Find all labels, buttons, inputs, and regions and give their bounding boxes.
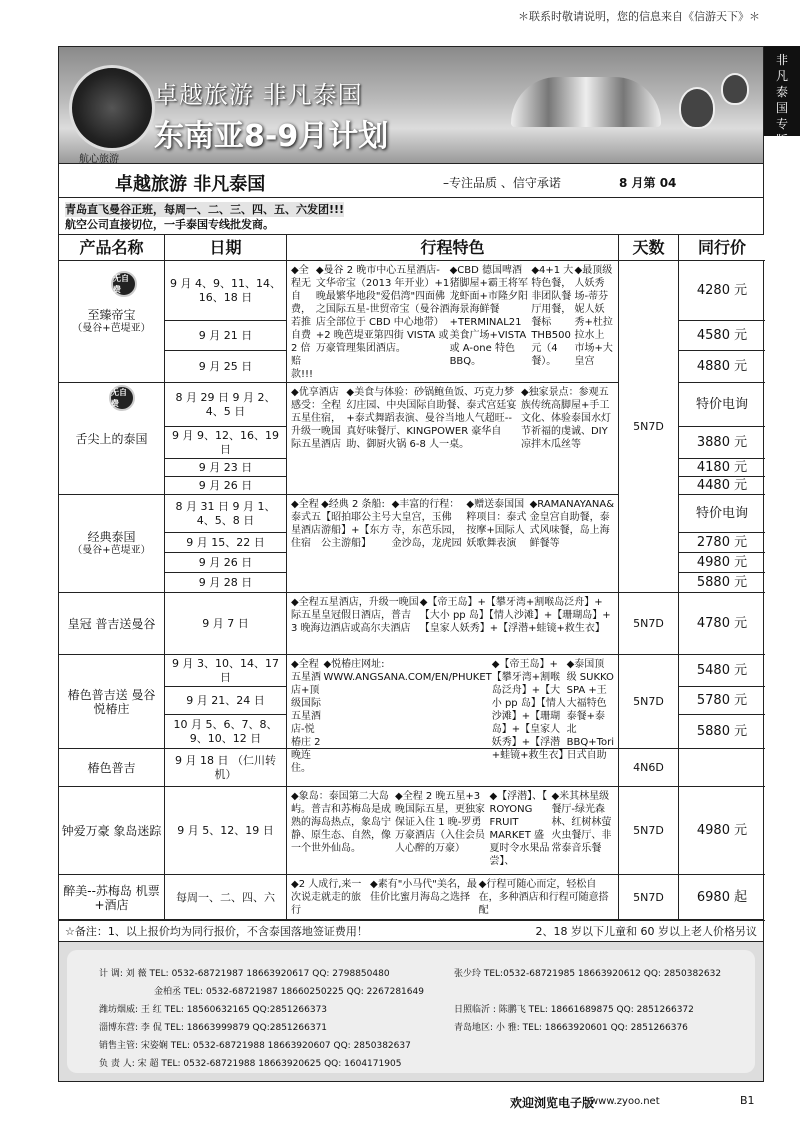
feature-line: ◆【浮潜】、【 ROYONG FRUIT MARKET 盛夏时令水果品尝】、 (489, 791, 550, 867)
product-name: 皇冠 普吉送曼谷 (67, 616, 156, 631)
feature-line: ◆全程 2 晚五星+3 晚国际五星，更独家保证入住 1 晚-罗勇万豪酒店（入住会员人心醉的万豪） (395, 791, 485, 854)
price-cell: 5880 元 (679, 715, 765, 749)
date-cell: 9 月 5、12、19 日 (165, 787, 287, 875)
subheader (58, 164, 764, 198)
date-cell: 8 月 31 日 9 月 1、4、5、8 日 (165, 495, 287, 533)
features-cell (287, 495, 619, 593)
feature-line: ◆RAMANAYANA&金皇宫自助餐，泰式风味餐，岛上海鲜餐等 (529, 499, 614, 549)
features-cell (287, 383, 619, 495)
no-extra-fee-badge: 无自费 (109, 385, 135, 411)
days-cell: 5N7D (619, 655, 679, 749)
date-cell: 9 月 3、10、14、17 日 (165, 655, 287, 687)
source-note: ＊联系时敬请说明，您的信息来自《信游天下》＊ (518, 10, 760, 23)
banner (58, 46, 764, 164)
feature-line: ◆丰富的行程：大皇宫，玉佛寺，东芭乐园，金沙岛，龙虎园 (391, 499, 462, 549)
date-cell: 9 月 4、9、11、14、16、18 日 (165, 261, 287, 321)
feature-line: ◆2 人成行,来一次说走就走的旅行 (291, 879, 362, 916)
date-cell: 每周一、二、四、六 (165, 875, 287, 921)
remark-right: 2、18 岁以下儿童和 60 岁以上老人价格另议 (535, 924, 757, 938)
price-cell (679, 749, 765, 787)
vtab-char: 版 (775, 133, 788, 147)
table-header-cell: 产品名称 (59, 235, 165, 261)
feature-line: ◆素有"小马代"美名，最佳价比蜜月海岛之选择 (370, 879, 477, 903)
date-cell: 8 月 29 日 9 月 2、4、5 日 (165, 383, 287, 427)
feature-line: ◆最顶级人妖秀场-蒂芬妮人妖秀+杜拉拉水上市场+大皇宫 (574, 265, 613, 367)
product-name-cell (59, 495, 165, 593)
remark-left: ☆备注：1、以上报价均为同行报价，不含泰国落地签证费用！ (65, 924, 368, 938)
feature-line: ◆全程泰式五星酒店住宿 (291, 499, 321, 549)
footer (0, 1088, 800, 1118)
banner-subtitle: 东南亚8-9月计划 (154, 119, 389, 154)
days-cell: 4N6D (619, 749, 679, 787)
product-name-cell (59, 875, 165, 921)
banner-title: 卓越旅游 非凡泰国 (154, 81, 363, 109)
price-cell: 5480 元 (679, 655, 765, 687)
feature-line: ◆美食与体验：砂锅鲍鱼饭、巧克力梦幻庄园、中央国际自助餐、泰式宫廷宴+泰式舞蹈表演、曼谷当地人气超旺--真好味餐厅、KINGPOWER 豪华自助、御厨火锅 6-8 人一桌。 (346, 387, 517, 450)
vtab-char: 凡 (775, 69, 788, 83)
product-name: 舌尖上的泰国 (75, 431, 148, 446)
product-region: （曼谷+芭堤亚） (72, 544, 151, 556)
no-extra-fee-badge: 无自费 (111, 271, 137, 297)
product-name: 至臻帝宝 (87, 307, 136, 322)
price-cell: 3880 元 (679, 427, 765, 459)
date-cell: 9 月 25 日 (165, 351, 287, 383)
feature-line: ◆4+1 大特色餐，非团队餐厅用餐，餐标 THB500 元（4 餐）。 (531, 265, 574, 367)
product-name: 椿色普吉送 曼谷 悦椿庄 (67, 687, 156, 716)
notice-line: 航空公司直接切位，一手泰国专线批发商。 (65, 218, 274, 231)
balloon-icon (721, 73, 749, 105)
days-cell: 5N7D (619, 787, 679, 875)
price-cell: 4980 元 (679, 553, 765, 573)
remark (58, 920, 764, 942)
date-cell: 9 月 18 日 （仁川转机） (165, 749, 287, 787)
feature-line: ◆【帝王岛】+【攀牙湾+割喉岛泛舟】+【大小 pp 岛】【情人沙滩】+【珊瑚岛】+【皇家人妖秀】+【浮潜+蛙镜+救生衣】 (419, 597, 611, 634)
feature-line: ◆泰国顶级 SUKKO SPA +王大福特色泰餐+泰北 BBQ+Tori 日式自助 (566, 659, 614, 761)
price-cell: 特价电询 (679, 495, 765, 533)
price-cell: 4980 元 (679, 787, 765, 875)
contact-line: 金柏丞 TEL: 0532-68721987 18660250225 QQ: 2267281649 (154, 987, 424, 997)
table-header-cell: 行程特色 (287, 235, 619, 261)
price-cell: 4280 元 (679, 261, 765, 321)
date-cell: 9 月 9、12、16、19 日 (165, 427, 287, 459)
product-name-cell (59, 593, 165, 655)
contact-line: 负 责 人: 宋 超 TEL: 0532-68721988 18663920625 QQ: 1604171905 (99, 1059, 402, 1069)
price-cell: 4580 元 (679, 321, 765, 351)
price-cell: 5880 元 (679, 573, 765, 593)
table-header-cell: 同行价 (679, 235, 765, 261)
features-cell (287, 261, 619, 383)
vertical-tab (764, 46, 800, 147)
days-cell: 5N7D (619, 593, 679, 655)
product-name-cell (59, 655, 165, 749)
contact-line: 青岛地区: 小 雅: TEL: 18663920601 QQ: 2851266376 (454, 1023, 688, 1033)
days-cell: 5N7D (619, 875, 679, 921)
product-name: 椿色普吉 (87, 760, 136, 775)
price-cell: 2780 元 (679, 533, 765, 553)
contact-line: 潍坊烟威: 王 红 TEL: 18560632165 QQ:2851266373 (99, 1005, 328, 1015)
vtab-char: 非 (775, 53, 788, 67)
slogan: –专注品质 、信守承诺 (443, 176, 561, 190)
balloon-icon (679, 87, 715, 129)
product-name: 经典泰国 (87, 529, 136, 544)
contact-line: 张少玲 TEL:0532-68721985 18663920612 QQ: 2850382632 (454, 969, 722, 979)
feature-line: ◆CBD 德国啤酒猪脚屋+霸王将军龙虾面+市隆夕阳海景海鲜餐+TERMINAL21 美食广场+VISTA 或 A-one 特色 BBQ。 (449, 265, 528, 367)
price-cell: 5780 元 (679, 687, 765, 715)
table-header-cell: 日期 (165, 235, 287, 261)
vtab-char: 专 (775, 117, 788, 131)
contact-line: 销售主管: 宋姿娴 TEL: 0532-68721988 18663920607 QQ: 2850382637 (99, 1041, 411, 1051)
features-cell (287, 787, 619, 875)
date-cell: 10 月 5、6、7、8、9、10、12 日 (165, 715, 287, 749)
feature-line: ◆全程五星酒店+顶级国际五星酒店-悦椿庄 2 晚连住。 (291, 659, 321, 774)
notice (58, 198, 764, 236)
features-cell (287, 593, 619, 655)
feature-line: ◆米其林星级餐厅-绿光森林、红树林萤火虫餐厅、非常泰音乐餐 (551, 791, 612, 854)
date-cell: 9 月 15、22 日 (165, 533, 287, 553)
welcome-text: 欢迎浏览电子版 (510, 1096, 595, 1110)
contact-box (58, 942, 764, 1082)
features-cell (287, 875, 619, 921)
logo-text: 航心旅游 (79, 154, 119, 164)
feature-line: ◆行程可随心而定，轻松自在，多种酒店和行程可随意搭配 (478, 879, 609, 916)
days-cell: 5N7D (619, 261, 679, 593)
issue-label: 8 月第 04 (619, 176, 677, 190)
logo-icon (69, 65, 155, 151)
product-name-cell (59, 749, 165, 787)
price-cell: 4780 元 (679, 593, 765, 655)
feature-line: ◆悦椿庄网址: WWW.ANGSANA.COM/EN/PHUKET (323, 659, 492, 683)
date-cell: 9 月 28 日 (165, 573, 287, 593)
site-url[interactable]: www.zyoo.net (590, 1096, 660, 1107)
price-cell: 4180 元 (679, 459, 765, 477)
price-cell: 特价电询 (679, 383, 765, 427)
price-cell: 4880 元 (679, 351, 765, 383)
features-cell (287, 655, 619, 774)
date-cell: 9 月 23 日 (165, 459, 287, 477)
feature-line: ◆象岛：泰国第二大岛屿。普吉和苏梅岛是成熟的海岛热点，象岛宁静、原生态、自然，像一个世外仙岛。 (291, 791, 391, 854)
vtab-char: 国 (775, 101, 788, 115)
feature-line: ◆优享酒店感受：全程五星住宿，升级一晚国际五星酒店 (291, 387, 341, 450)
feature-line: ◆全程无自费，若推自费 2 倍赔款!!! (291, 265, 314, 380)
feature-line: ◆独家景点：参观五族传统高脚屋+手工文化、体验泰国水灯节祈福的虔诚、DIY 凉拌木瓜丝等 (520, 387, 611, 450)
feature-line: ◆赠送泰国国粹项目：泰式按摩+国际人妖歌舞表演 (466, 499, 527, 549)
date-cell: 9 月 21、24 日 (165, 687, 287, 715)
product-name: 醉美--苏梅岛 机票+酒店 (63, 883, 160, 912)
feature-line: ◆经典 2 条船:【昭拍耶公主号游船】+【东方公主游船】 (321, 499, 392, 549)
umbrella-icon (511, 77, 661, 127)
itinerary-table (58, 234, 764, 920)
notice-line: 青岛直飞曼谷正班，每周一、二、三、四、五、六发团!!! (65, 203, 345, 216)
contact-line: 淄博东营: 李 侃 TEL: 18663999879 QQ:2851266371 (99, 1023, 328, 1033)
contact-line: 日照临沂 : 陈鹏飞 TEL: 18661689875 QQ: 2851266372 (454, 1005, 694, 1015)
product-name: 钟爱万豪 象岛迷踪 (61, 823, 162, 838)
features-cell (287, 749, 619, 787)
table-header-cell: 天数 (619, 235, 679, 261)
date-cell: 9 月 26 日 (165, 477, 287, 495)
date-cell: 9 月 21 日 (165, 321, 287, 351)
vtab-char: 泰 (775, 85, 788, 99)
date-cell: 9 月 7 日 (165, 593, 287, 655)
feature-line: ◆曼谷 2 晚市中心五星酒店-文华帝宝（2013 年开业）+1 晚最繁华地段"爱侣湾"四面佛之国际五星-世贸帝宝（曼谷酒店全部位于 CBD 中心地带）+2 晚芭堤亚第四街 VISTA 或万豪管理集团酒店。 (315, 265, 450, 354)
brand-title: 卓越旅游 非凡泰国 (115, 174, 266, 195)
date-cell: 9 月 26 日 (165, 553, 287, 573)
feature-line: ◆全程五星酒店，升级一晚国际五星皇冠假日酒店，普吉 3 晚海边酒店或高尔夫酒店 (291, 597, 419, 634)
contact-line: 计 调: 刘 薇 TEL: 0532-68721987 18663920617 QQ: 2798850480 (99, 969, 390, 979)
feature-line: ◆【帝王岛】+【攀牙湾+割喉岛泛舟】+【大小 pp 岛】【情人沙滩】+【珊瑚岛】+【皇家人妖秀】+【浮潜+蛙镜+救生衣】 (491, 659, 569, 761)
page-number: B1 (740, 1094, 755, 1107)
product-name-cell (59, 787, 165, 875)
product-region: （曼谷+芭堤亚） (72, 322, 151, 334)
price-cell: 6980 起 (679, 875, 765, 921)
price-cell: 4480 元 (679, 477, 765, 495)
